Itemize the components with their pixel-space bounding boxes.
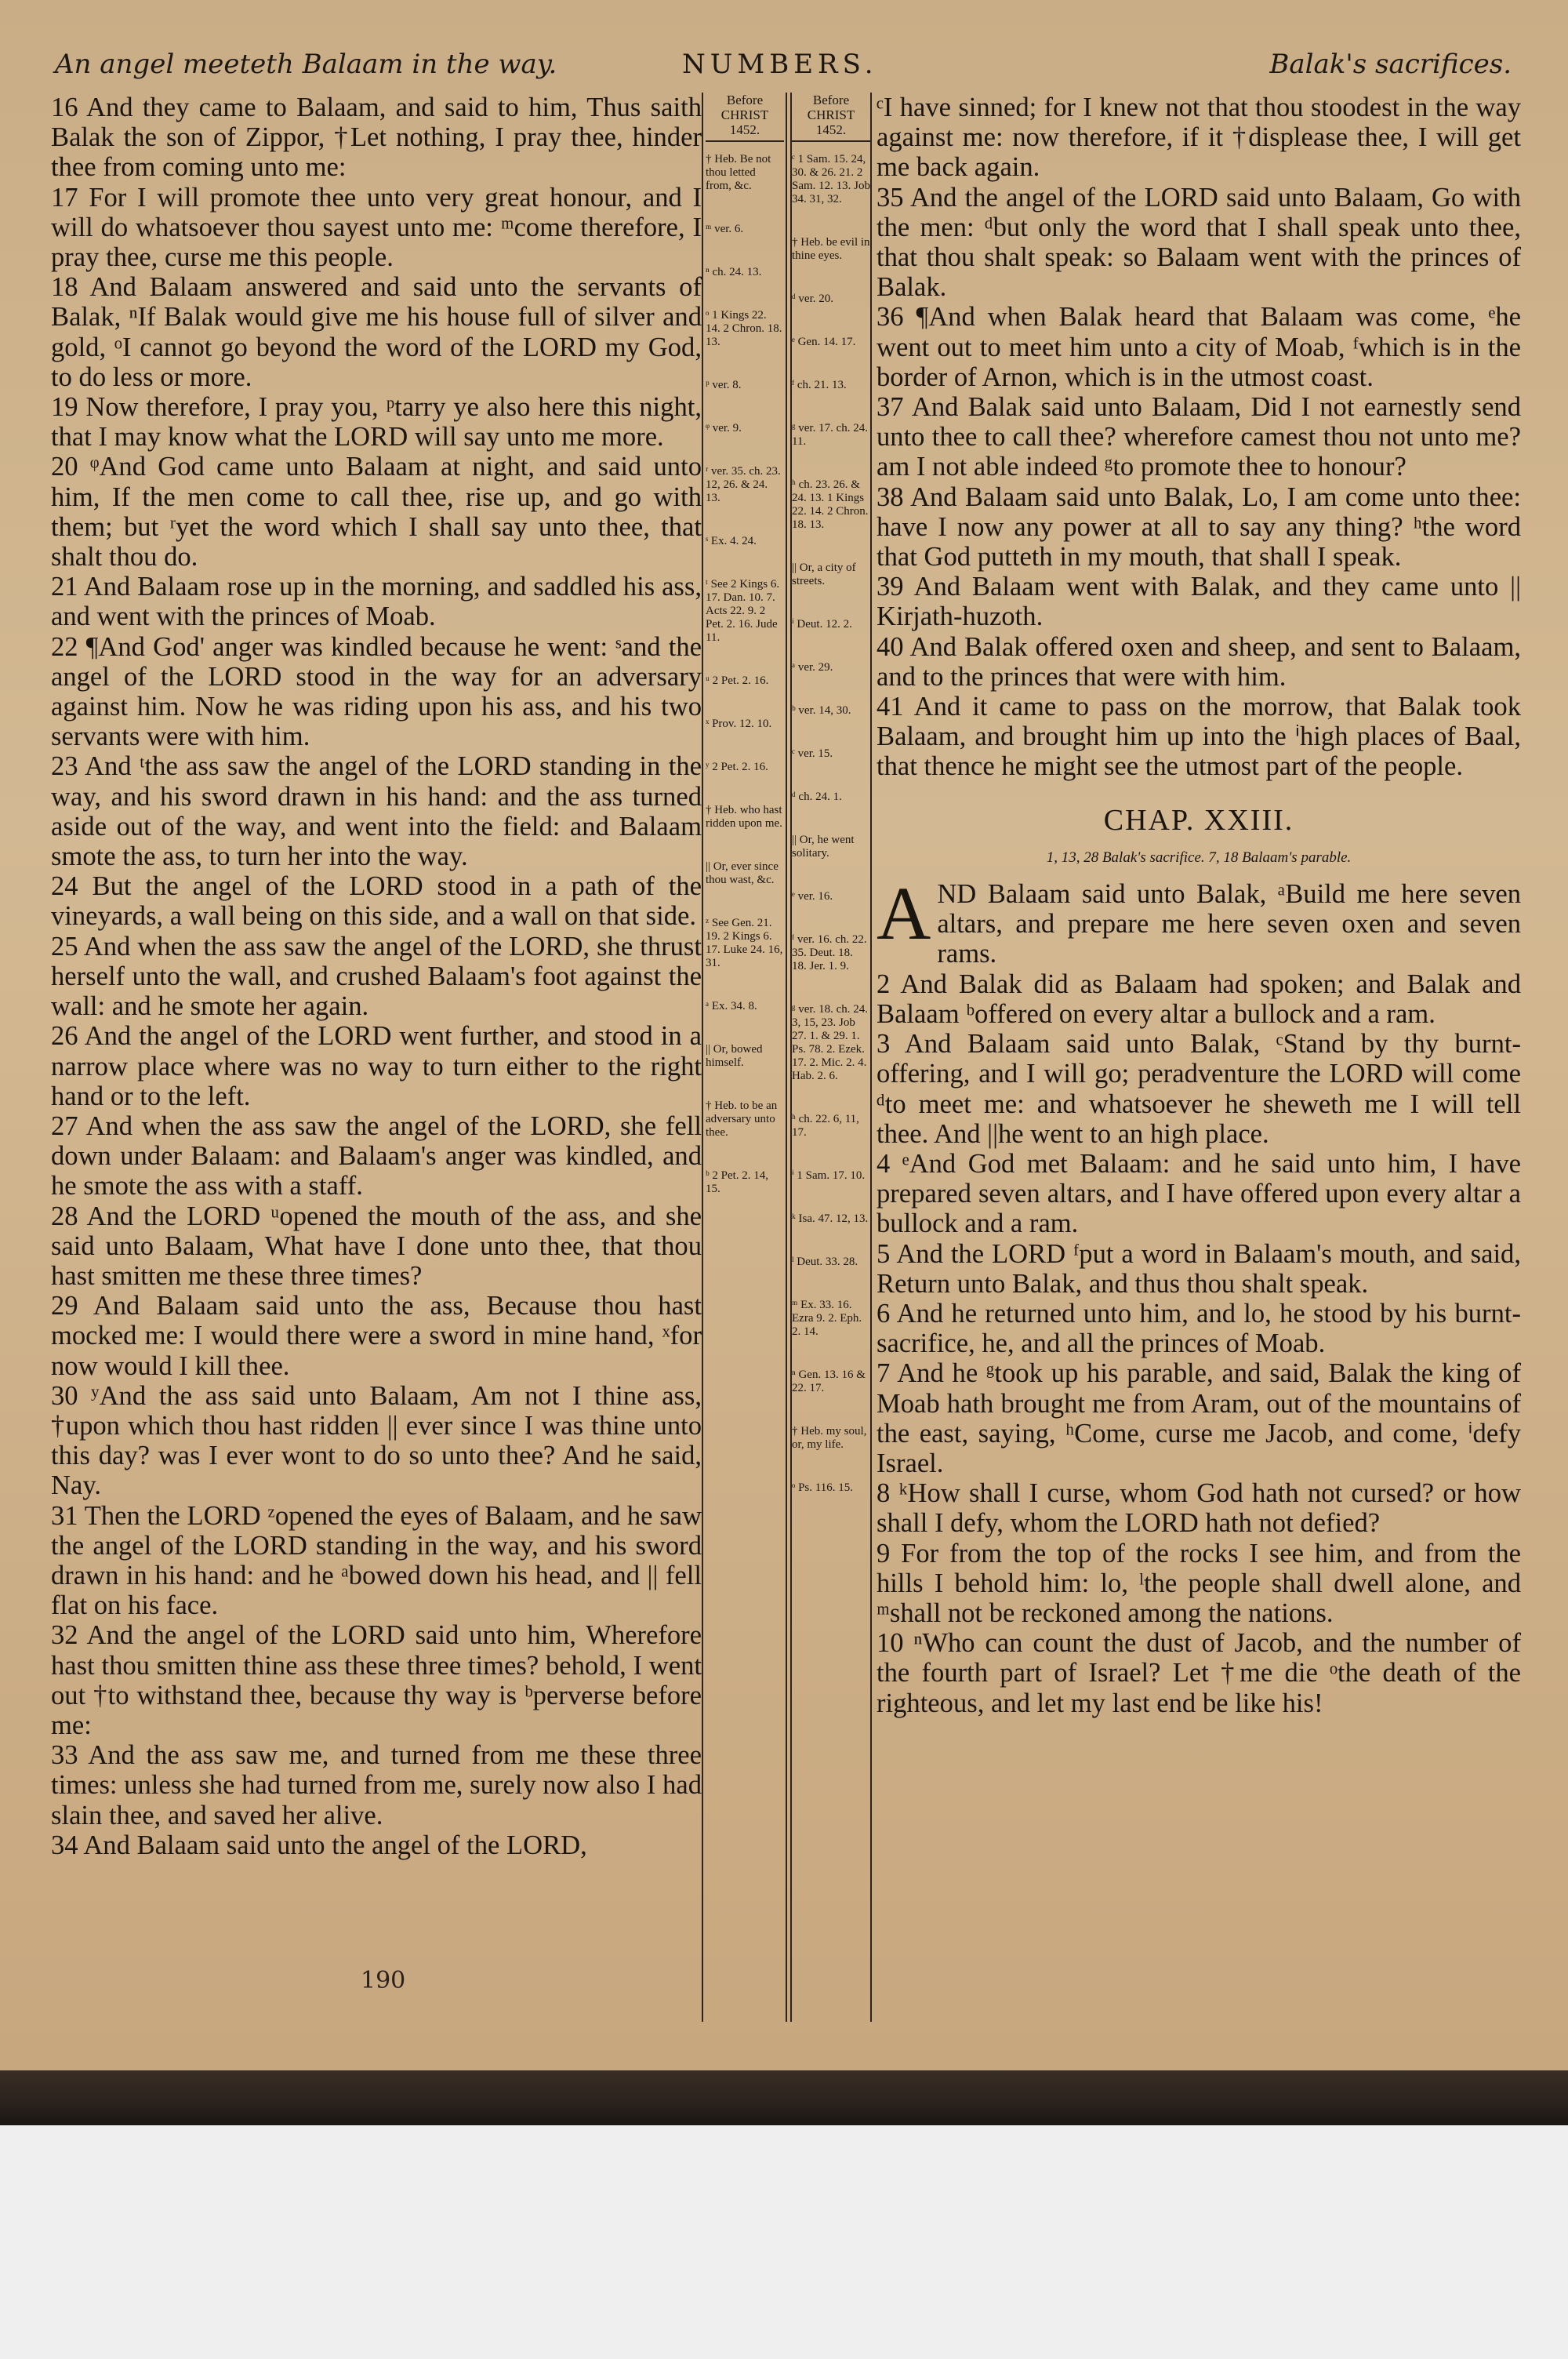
verse: 34 And Balaam said unto the angel of the LORD,	[51, 1830, 587, 1860]
margin-note: ᵉ Gen. 14. 17.	[792, 336, 856, 348]
margin-note: † Heb. my soul, or, my life.	[792, 1425, 867, 1451]
verse: 31 Then the LORD ᶻopened the eyes of Balaam, and he saw the angel of the LORD standing in the way, and his sword drawn in his hand: and he ᵃbowed down his head, and || fell flat on his face.	[51, 1500, 702, 1621]
margin-note: ᵈ ver. 20.	[792, 293, 833, 305]
verse: 35 And the angel of the LORD said unto Balaam, Go with the men: ᵈbut only the word that I shall speak unto thee, that thou shalt speak: so Balaam went with the princes of Balak.	[877, 182, 1521, 303]
verse: 5 And the LORD ᶠput a word in Balaam's mouth, and said, Return unto Balak, and thus thou shalt speak.	[877, 1238, 1521, 1299]
verse: 41 And it came to pass on the morrow, that Balak took Balaam, and brought him up into the ⁱhigh places of Baal, that thence he might see the utmost part of the people.	[877, 692, 1521, 782]
margin-note: † Heb. be evil in thine eyes.	[792, 236, 870, 262]
chapter-title: CHAP. XXIII.	[1103, 803, 1294, 837]
margin-note: ᶜ ver. 15.	[792, 747, 833, 760]
margin-note: ᵒ Ps. 116. 15.	[792, 1481, 853, 1494]
verse: 23 And ᵗthe ass saw the angel of the LORD standing in the way, and his sword drawn in his hand: and the ass turned aside out of the way, and went into the field: and Balaam smote the ass, to turn her into the way.	[51, 751, 702, 872]
verse: 24 But the angel of the LORD stood in a path of the vineyards, a wall being on this side, and a wall on that side.	[51, 871, 702, 932]
verse: 22 ¶And God' anger was kindled because he went: ˢand the angel of the LORD stood in the way for an adversary against him. Now he was riding upon his ass, and his two servants were with him.	[51, 631, 702, 752]
margin-note: ᵖ ver. 8.	[706, 379, 742, 391]
verse: 37 And Balak said unto Balaam, Did I not earnestly send unto thee to call thee? wherefore camest thou not unto me? am I not able indeed ᵍto promote thee to honour?	[877, 392, 1521, 482]
chapter-summary: 1, 13, 28 Balak's sacrifice. 7, 18 Balaam's parable.	[1046, 849, 1352, 866]
margin-note: ᵃ Ex. 34. 8.	[706, 1000, 757, 1012]
verse: 2 And Balak did as Balaam had spoken; and Balak and Balaam ᵇoffered on every altar a bullock and a ram.	[877, 969, 1521, 1029]
margin-note: ᵇ ver. 14, 30.	[792, 704, 851, 717]
verse: 40 And Balak offered oxen and sheep, and sent to Balaam, and to the princes that were with him.	[877, 631, 1521, 692]
margin-note: || Or, a city of streets.	[792, 562, 856, 587]
verse: 17 For I will promote thee unto very great honour, and I will do whatsoever thou sayest unto me: ᵐcome therefore, I pray thee, curse me this people.	[51, 182, 702, 273]
margin-note: ᵇ 2 Pet. 2. 14, 15.	[706, 1169, 769, 1195]
running-head-left: An angel meeteth Balaam in the way.	[55, 49, 557, 80]
margin-note: ᵘ 2 Pet. 2. 16.	[706, 674, 769, 687]
margin-note: || Or, bowed himself.	[706, 1043, 763, 1069]
book-edge	[0, 2070, 1568, 2125]
margin-note: ᶜ 1 Sam. 15. 24, 30. & 26. 21. 2 Sam. 12. 13. Job 34. 31, 32.	[792, 153, 871, 205]
margin-note: ⁿ ch. 24. 13.	[706, 266, 762, 278]
margin-note: ᶠ ver. 16. ch. 22. 35. Deut. 18. 18. Jer. 1. 9.	[792, 933, 867, 972]
margin-note: || Or, he went solitary.	[792, 834, 855, 860]
margin-note: ʰ ch. 22. 6, 11, 17.	[792, 1113, 859, 1139]
margin-note: ᵍ ver. 17. ch. 24. 11.	[792, 422, 868, 448]
column-rule	[702, 93, 703, 2022]
verse: 32 And the angel of the LORD said unto him, Wherefore hast thou smitten thine ass these three times? behold, I went out †to withstand thee, because thy way is ᵇperverse before me:	[51, 1620, 702, 1740]
margin-note: ʰ ch. 23. 26. & 24. 13. 1 Kings 22. 14. 2 Chron. 18. 13.	[792, 478, 869, 531]
verse: 36 ¶And when Balak heard that Balaam was come, ᵉhe went out to meet him unto a city of Moab, ᶠwhich is in the border of Arnon, which is in the utmost coast.	[877, 302, 1521, 392]
running-head-right: Balak's sacrifices.	[1269, 49, 1512, 80]
margin-note: ˡ Deut. 33. 28.	[792, 1256, 858, 1268]
verse: 29 And Balaam said unto the ass, Because thou hast mocked me: I would there were a sword in mine hand, ˣfor now would I kill thee.	[51, 1291, 702, 1381]
verse: 27 And when the ass saw the angel of the LORD, she fell down under Balaam: and Balaam's anger was kindled, and he smote the ass with a staff.	[51, 1110, 702, 1201]
margin-note: ᵈ ch. 24. 1.	[792, 791, 842, 803]
margin-note: ⁱ 1 Sam. 17. 10.	[792, 1169, 866, 1182]
margin-note: ᵗ See 2 Kings 6. 17. Dan. 10. 7. Acts 22. 9. 2 Pet. 2. 16. Jude 11.	[706, 578, 780, 644]
margin-note: || Or, ever since thou wast, &c.	[706, 860, 779, 886]
running-head-book: NUMBERS.	[682, 49, 878, 80]
drop-cap: A	[877, 871, 931, 956]
margin-note: ⁿ Gen. 13. 16 & 22. 17.	[792, 1369, 866, 1394]
margin-note: † Heb. to be an adversary unto thee.	[706, 1100, 778, 1139]
margin-note: ˢ Ex. 4. 24.	[706, 535, 757, 547]
margin-note: ʳ ver. 35. ch. 23. 12, 26. & 24. 13.	[706, 465, 781, 504]
verse: 6 And he returned unto him, and lo, he stood by his burnt-sacrifice, he, and all the princes of Moab.	[877, 1298, 1521, 1359]
margin-note: ᵏ Isa. 47. 12, 13.	[792, 1212, 869, 1225]
margin-note: ᵐ Ex. 33. 16. Ezra 9. 2. Eph. 2. 14.	[792, 1299, 862, 1338]
page-number: 190	[361, 1967, 406, 1994]
margin-note: ᵒ 1 Kings 22. 14. 2 Chron. 18. 13.	[706, 309, 782, 348]
column-rule	[870, 93, 872, 2022]
margin-note: ᵍ ver. 18. ch. 24. 3, 15, 23. Job 27. 1. & 29. 1. Ps. 78. 2. Ezek. 17. 2. Mic. 2. 4. Hab. 2. 6.	[792, 1003, 868, 1082]
verse: 4 ᵉAnd God met Balaam: and he said unto him, I have prepared seven altars, and I have offered upon every altar a bullock and a ram.	[877, 1148, 1521, 1239]
margin-note: ʸ 2 Pet. 2. 16.	[706, 761, 768, 773]
verse: 8 ᵏHow shall I curse, whom God hath not cursed? or how shall I defy, whom the LORD hath not defied?	[877, 1478, 1521, 1539]
verse: 38 And Balaam said unto Balak, Lo, I am come unto thee: have I now any power at all to say any thing? ʰthe word that God putteth in my mouth, that shall I speak.	[877, 482, 1521, 572]
margin-note: † Heb. Be not thou letted from, &c.	[706, 153, 771, 192]
background	[0, 2125, 1568, 2359]
verse: ᶜI have sinned; for I knew not that thou stoodest in the way against me: now therefore, if it †displease thee, I will get me back again.	[877, 93, 1521, 183]
verse: 39 And Balaam went with Balak, and they came unto || Kirjath-huzoth.	[877, 572, 1521, 632]
verse: 25 And when the ass saw the angel of the LORD, she thrust herself unto the wall, and crushed Balaam's foot against the wall: and he smote her again.	[51, 931, 702, 1022]
margin-note: ᵉ ver. 16.	[792, 890, 833, 903]
margin-header: Before CHRIST 1452.	[706, 93, 784, 142]
margin-note: ᵠ ver. 9.	[706, 422, 742, 434]
verse: 21 And Balaam rose up in the morning, and saddled his ass, and went with the princes of Moab.	[51, 572, 702, 632]
margin-references-a	[706, 93, 784, 1226]
margin-references-b	[792, 93, 870, 1525]
verse: 19 Now therefore, I pray you, ᵖtarry ye also here this night, that I may know what the LORD will say unto me more.	[51, 392, 702, 453]
margin-note: ᶠ ch. 21. 13.	[792, 379, 847, 391]
margin-note: ᶻ See Gen. 21. 19. 2 Kings 6. 17. Luke 24. 16, 31.	[706, 917, 783, 969]
text-column-left	[51, 93, 702, 1860]
margin-note: ᵃ ver. 29.	[792, 661, 833, 674]
margin-note: † Heb. who hast ridden upon me.	[706, 804, 782, 830]
verse: 16 And they came to Balaam, and said to him, Thus saith Balak the son of Zippor, †Let nothing, I pray thee, hinder thee from coming unto me:	[51, 93, 702, 183]
verse: 26 And the angel of the LORD went further, and stood in a narrow place where was no way to turn either to the right hand or to the left.	[51, 1021, 702, 1111]
verse: 30 ʸAnd the ass said unto Balaam, Am not I thine ass, †upon which thou hast ridden || ever since I was thine unto this day? was I ever wont to do so unto thee? And he said, Nay.	[51, 1380, 702, 1501]
verse: 18 And Balaam answered and said unto the servants of Balak, ⁿIf Balak would give me his house full of silver and gold, ᵒI cannot go beyond the word of the LORD my God, to do less or more.	[51, 272, 702, 392]
verse: 20 ᵠAnd God came unto Balaam at night, and said unto him, If the men come to call thee, rise up, and go with them; but ʳyet the word which I shall say unto thee, that shalt thou do.	[51, 452, 702, 572]
verse: 10 ⁿWho can count the dust of Jacob, and the number of the fourth part of Israel? Let †me die ᵒthe death of the righteous, and let my last end be like his!	[877, 1628, 1521, 1718]
verse	[877, 871, 1521, 969]
verse: 7 And he ᵍtook up his parable, and said, Balak the king of Moab hath brought me from Aram, out of the mountains of the east, saying, ʰCome, curse me Jacob, and come, ⁱdefy Israel.	[877, 1358, 1521, 1478]
verse-text: ND Balaam said unto Balak, ᵃBuild me here seven altars, and prepare me here seven oxen and seven rams.	[937, 879, 1521, 969]
text-column-right	[877, 93, 1521, 1718]
verse: 28 And the LORD ᵘopened the mouth of the ass, and she said unto Balaam, What have I done unto thee, that thou hast smitten me these three times?	[51, 1201, 702, 1291]
verse: 9 For from the top of the rocks I see him, and from the hills I behold him: lo, ˡthe people shall dwell alone, and ᵐshall not be reckoned among the nations.	[877, 1538, 1521, 1628]
margin-note: ˣ Prov. 12. 10.	[706, 718, 772, 730]
column-rule	[786, 93, 787, 2022]
margin-header: Before CHRIST 1452.	[792, 93, 870, 142]
verse: 3 And Balaam said unto Balak, ᶜStand by thy burnt-offering, and I will go; peradventure the LORD will come ᵈto meet me: and whatsoever he sheweth me I will tell thee. And ||he went to an high place.	[877, 1029, 1521, 1149]
verse: 33 And the ass saw me, and turned from me these three times: unless she had turned from me, surely now also I had slain thee, and saved her alive.	[51, 1740, 702, 1830]
margin-note: ᵐ ver. 6.	[706, 223, 744, 235]
margin-note: ⁱ Deut. 12. 2.	[792, 618, 852, 631]
